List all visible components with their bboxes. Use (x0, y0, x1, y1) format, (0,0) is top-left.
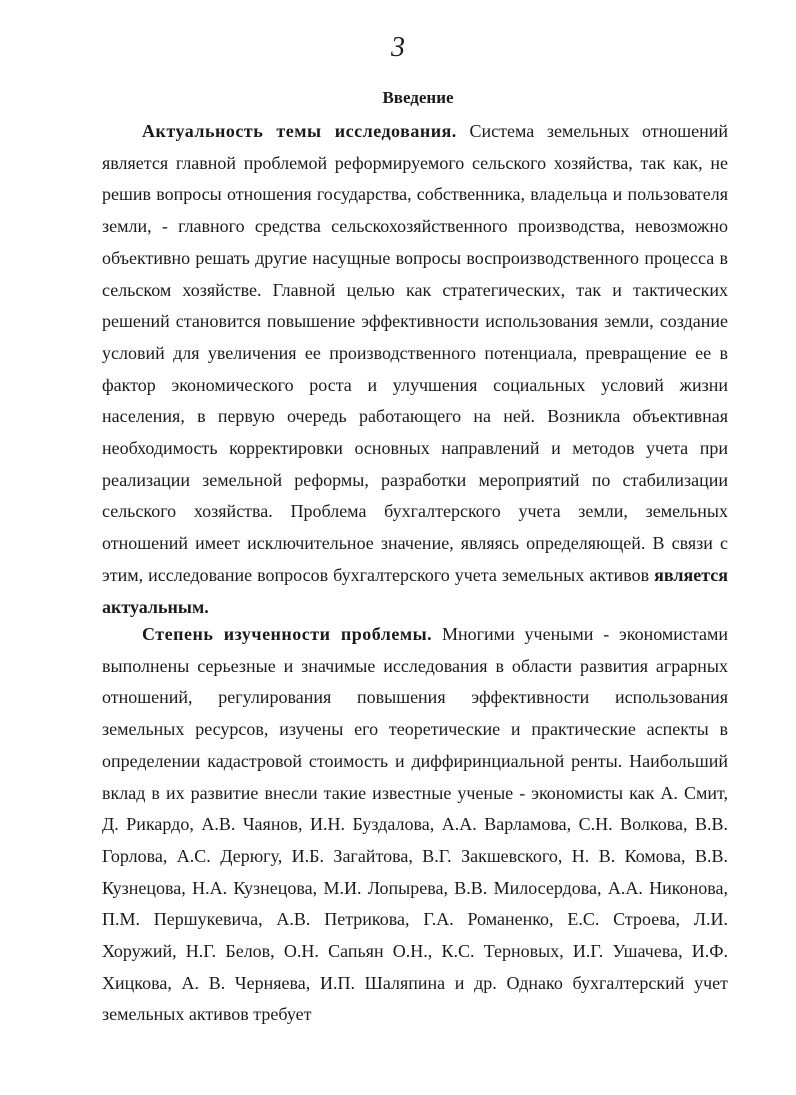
paragraph-relevance (102, 116, 728, 623)
page-number: 3 (391, 32, 405, 63)
paragraph-study-degree (102, 619, 728, 1031)
section-heading: Введение (382, 88, 454, 107)
paragraph-conclusion: является актуальным. (102, 564, 728, 617)
paragraph-lead: Актуальность темы исследования. (142, 121, 457, 141)
paragraph-body: Система земельных отношений является главной проблемой реформируемого сельского хозяйства, так как, не решив вопросы отношения государства, собственника, владельца и пользователя земли, - главного средства сельскохозяйственного производства, невозможно объективно решать другие насущные вопросы воспроизводственного процесса в сельском хозяйстве. Главной целью как стратегических, так и тактических решений становится повышение эффективности использования земли, создание условий для увеличения ее производственного потенциала, превращение ее в фактор экономического роста и улучшения социальных условий жизни населения, в первую очередь работающего на ней. Возникла объективная необходимость корректировки основных направлений и методов учета при реализации земельной реформы, разработки мероприятий по стабилизации сельского хозяйства. Проблема бухгалтерского учета земли, земельных отношений имеет исключительное значение, являясь определяющей. В связи с этим, исследование вопросов бухгалтерского учета земельных активов (102, 121, 729, 585)
paragraph-body: Многими учеными - экономистами выполнены серьезные и значимые исследования в области развития аграрных отношений, регулирования повышения эффективности использования земельных ресурсов, изучены его теоретические и практические аспекты в определении кадастровой стоимость и диффиринциальной ренты. Наибольший вклад в их развитие внесли такие известные ученые - экономисты как А. Смит, Д. Рикардо, А.В. Чаянов, И.Н. Буздалова, А.А. Варламова, С.Н. Волкова, В.В. Горлова, А.С. Дерюгу, И.Б. Загайтова, В.Г. Закшевского, Н. В. Комова, В.В. Кузнецова, Н.А. Кузнецова, М.И. Лопырева, В.В. Милосердова, А.А. Никонова, П.М. Першукевича, А.В. Петрикова, Г.А. Романенко, Е.С. Строева, Л.И. Хоружий, Н.Г. Белов, О.Н. Сапьян О.Н., К.С. Терновых, И.Г. Ушачева, И.Ф. Хицкова, А. В. Черняева, И.П. Шаляпина и др. Однако бухгалтерский учет земельных активов требует (102, 624, 728, 1025)
paragraph-lead: Степень изученности проблемы. (142, 624, 433, 644)
